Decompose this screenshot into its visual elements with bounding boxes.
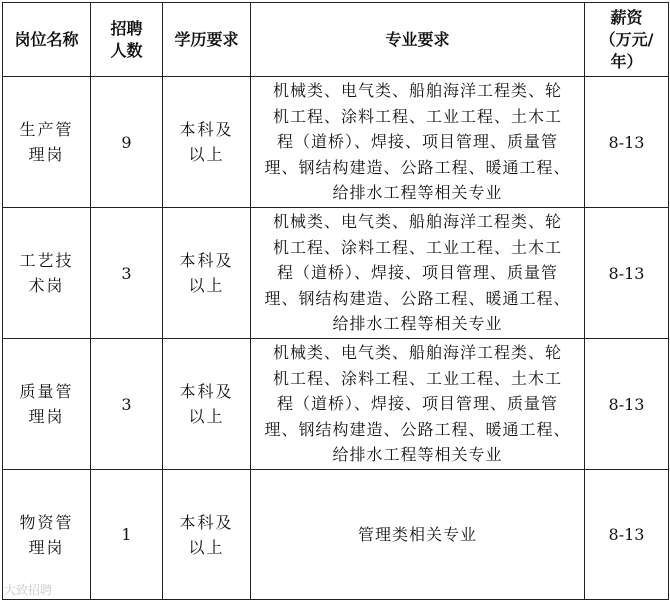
education-requirement: 本科及 以上	[163, 470, 251, 600]
position-name: 工艺技 术岗	[3, 208, 91, 339]
table-header-row	[3, 3, 669, 77]
salary: 8-13	[585, 77, 669, 208]
table-row	[3, 470, 669, 600]
position-name: 生产管 理岗	[3, 77, 91, 208]
headcount: 9	[91, 77, 163, 208]
education-requirement: 本科及 以上	[163, 77, 251, 208]
position-name: 质量管 理岗	[3, 339, 91, 470]
major-requirement: 机械类、电气类、船舶海洋工程类、轮 机工程、涂料工程、工业工程、土木工 程（道桥）、焊接、项目管理、质量管 理、钢结构建造、公路工程、暖通工程、 给排水工程等相关专业	[251, 77, 585, 208]
recruitment-table	[2, 2, 669, 600]
education-requirement: 本科及 以上	[163, 208, 251, 339]
salary: 8-13	[585, 470, 669, 600]
salary: 8-13	[585, 208, 669, 339]
position-name: 物资管 理岗	[3, 470, 91, 600]
watermark: 大致招聘	[4, 583, 53, 597]
major-requirement: 管理类相关专业	[251, 470, 585, 600]
major-requirement: 机械类、电气类、船舶海洋工程类、轮 机工程、涂料工程、工业工程、土木工 程（道桥）、焊接、项目管理、质量管 理、钢结构建造、公路工程、暖通工程、 给排水工程等相关专业	[251, 339, 585, 470]
header-position: 岗位名称	[3, 3, 91, 77]
header-major: 专业要求	[251, 3, 585, 77]
headcount: 1	[91, 470, 163, 600]
header-education: 学历要求	[163, 3, 251, 77]
salary: 8-13	[585, 339, 669, 470]
headcount: 3	[91, 339, 163, 470]
header-count: 招聘 人数	[91, 3, 163, 77]
table-row	[3, 339, 669, 470]
headcount: 3	[91, 208, 163, 339]
table-row	[3, 208, 669, 339]
major-requirement: 机械类、电气类、船舶海洋工程类、轮 机工程、涂料工程、工业工程、土木工 程（道桥）、焊接、项目管理、质量管 理、钢结构建造、公路工程、暖通工程、 给排水工程等相关专业	[251, 208, 585, 339]
education-requirement: 本科及 以上	[163, 339, 251, 470]
header-salary: 薪资 （万元/ 年）	[585, 3, 669, 77]
table-row	[3, 77, 669, 208]
